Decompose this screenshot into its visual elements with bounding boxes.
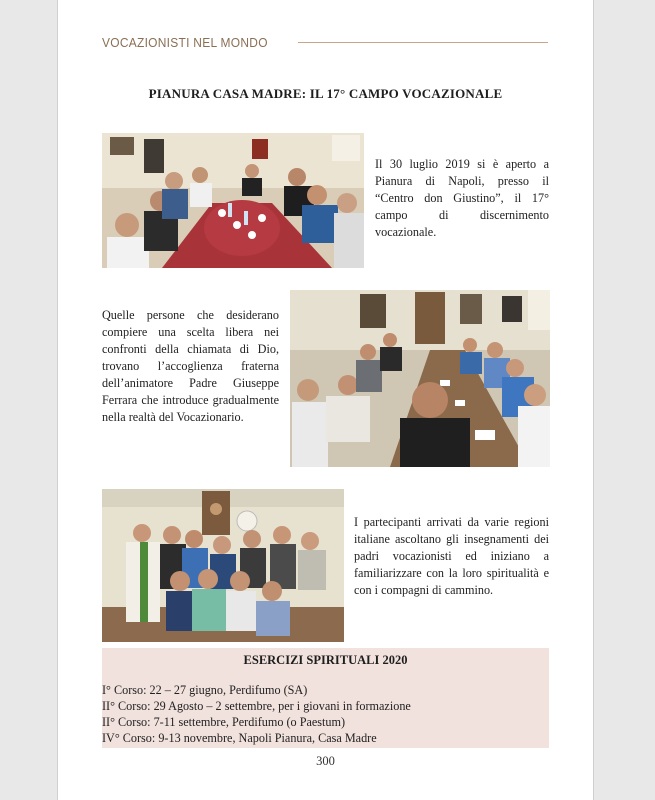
retreats-box bbox=[102, 648, 549, 748]
retreat-item: II° Corso: 29 Agosto – 2 settembre, per i giovani in formazione bbox=[102, 699, 411, 713]
retreat-item: I° Corso: 22 – 27 giugno, Perdifumo (SA) bbox=[102, 683, 308, 697]
paragraph-2: Quelle persone che desiderano compiere una scelta libera nei confronti della chiamata di Dio, trovano l’accoglienza fraterna dell’animatore Padre Giuseppe Ferrara che introduce gradualmente nella realtà del Vocazionario. bbox=[102, 308, 279, 424]
retreats-title: ESERCIZI SPIRITUALI 2020 bbox=[243, 653, 408, 667]
group-portrait-photo bbox=[102, 489, 344, 642]
retreat-item: II° Corso: 7-11 settembre, Perdifumo (o Paestum) bbox=[102, 715, 346, 729]
retreat-item: IV° Corso: 9-13 novembre, Napoli Pianura, Casa Madre bbox=[102, 731, 377, 745]
article-title: PIANURA CASA MADRE: IL 17° CAMPO VOCAZIONALE bbox=[148, 86, 503, 101]
page bbox=[58, 0, 593, 800]
group-meal-photo bbox=[102, 133, 364, 268]
retreats-list bbox=[102, 682, 411, 746]
paragraph-1: Il 30 luglio 2019 si è aperto a Pianura di Napoli, presso il “Centro don Giustino”, il 17° campo di discernimento vocazionale. bbox=[375, 157, 549, 239]
meeting-table-photo bbox=[290, 290, 550, 467]
page-number: 300 bbox=[316, 754, 335, 768]
paragraph-3: I partecipanti arrivati da varie regioni italiane ascoltano gli insegnamenti dei padri vocazionisti ed iniziano a familiarizzare con la loro spiritualità e con i compagni di cammino. bbox=[354, 515, 549, 597]
header-rule bbox=[298, 42, 548, 43]
section-header: VOCAZIONISTI NEL MONDO bbox=[102, 35, 268, 50]
